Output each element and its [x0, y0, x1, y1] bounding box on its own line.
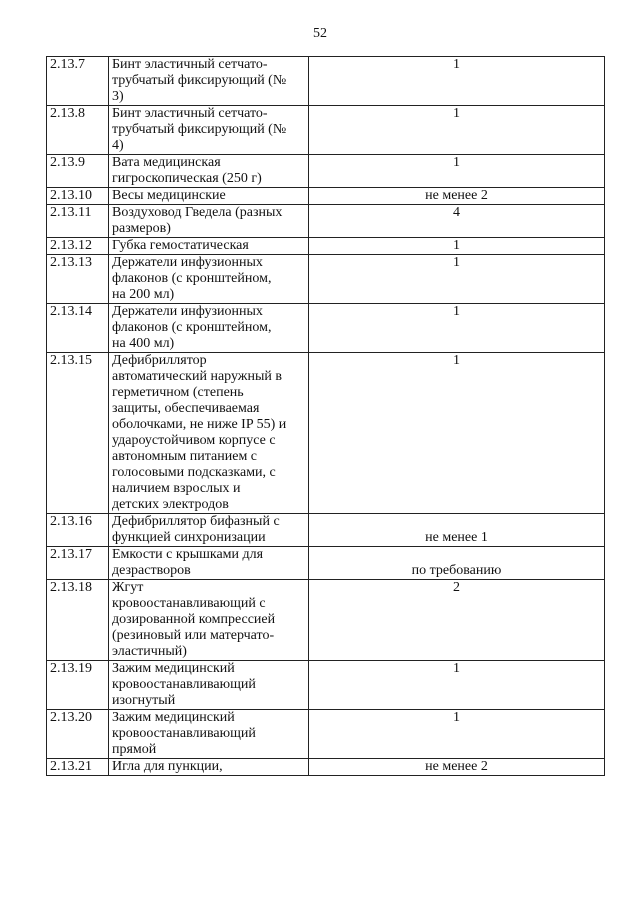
- item-name-line: Бинт эластичный сетчато-: [112, 106, 268, 121]
- item-name-line: герметичном (степень: [112, 385, 244, 400]
- item-quantity: 1: [309, 255, 605, 304]
- item-quantity: не менее 2: [309, 759, 605, 776]
- item-name-line: Держатели инфузионных: [112, 304, 263, 319]
- item-name-line: на 400 мл): [112, 336, 175, 351]
- item-name-line: прямой: [112, 742, 157, 757]
- item-name: [109, 514, 309, 547]
- item-name-line: Дефибриллятор бифазный с: [112, 514, 280, 529]
- table-row: [47, 514, 605, 547]
- item-name: [109, 57, 309, 106]
- item-name: [109, 205, 309, 238]
- item-name-line: защиты, обеспечиваемая: [112, 401, 260, 416]
- item-quantity: 1: [309, 155, 605, 188]
- item-quantity: 1: [309, 238, 605, 255]
- item-name-line: Дефибриллятор: [112, 353, 207, 368]
- equipment-table: [46, 56, 605, 776]
- item-name-line: эластичный): [112, 644, 187, 659]
- table-row: [47, 547, 605, 580]
- item-name: [109, 188, 309, 205]
- item-name-line: голосовыми подсказками, с: [112, 465, 276, 480]
- item-quantity: 1: [309, 106, 605, 155]
- item-name-line: удароустойчивом корпусе с: [112, 433, 276, 448]
- item-name-line: дозированной компрессией: [112, 612, 276, 627]
- table-row: [47, 759, 605, 776]
- item-name-line: наличием взрослых и: [112, 481, 241, 496]
- item-number: 2.13.11: [47, 205, 109, 238]
- item-number: 2.13.18: [47, 580, 109, 661]
- item-name: [109, 710, 309, 759]
- item-number: 2.13.10: [47, 188, 109, 205]
- item-quantity: 1: [309, 353, 605, 514]
- item-name-line: Игла для пункции,: [112, 759, 223, 774]
- item-name-line: Емкости с крышками для: [112, 547, 264, 562]
- item-name-line: Зажим медицинский: [112, 710, 235, 725]
- table-row: [47, 106, 605, 155]
- table-row: [47, 353, 605, 514]
- item-name: [109, 155, 309, 188]
- item-number: 2.13.21: [47, 759, 109, 776]
- item-name-line: кровоостанавливающий: [112, 677, 256, 692]
- item-number: 2.13.15: [47, 353, 109, 514]
- item-name-line: на 200 мл): [112, 287, 175, 302]
- item-quantity: по требованию: [309, 547, 605, 580]
- item-name-line: трубчатый фиксирующий (№: [112, 73, 287, 88]
- item-name: [109, 580, 309, 661]
- item-number: 2.13.13: [47, 255, 109, 304]
- item-quantity: 4: [309, 205, 605, 238]
- item-number: 2.13.14: [47, 304, 109, 353]
- item-name-line: Жгут: [112, 580, 144, 595]
- item-name-line: Держатели инфузионных: [112, 255, 263, 270]
- table-row: [47, 57, 605, 106]
- item-name: [109, 304, 309, 353]
- item-quantity: 1: [309, 710, 605, 759]
- item-name-line: изогнутый: [112, 693, 176, 708]
- item-name-line: детских электродов: [112, 497, 229, 512]
- item-name-line: Бинт эластичный сетчато-: [112, 57, 268, 72]
- item-name-line: функцией синхронизации: [112, 530, 266, 545]
- item-name-line: трубчатый фиксирующий (№: [112, 122, 287, 137]
- item-name-line: кровоостанавливающий: [112, 726, 256, 741]
- table-row: [47, 661, 605, 710]
- item-name-line: Воздуховод Гведела (разных: [112, 205, 283, 220]
- table-row: [47, 205, 605, 238]
- item-name-line: дезрастворов: [112, 563, 191, 578]
- table-row: [47, 710, 605, 759]
- item-name: [109, 238, 309, 255]
- item-name-line: Весы медицинские: [112, 188, 226, 203]
- item-name-line: Вата медицинская: [112, 155, 221, 170]
- item-name-line: (резиновый или матерчато-: [112, 628, 275, 643]
- item-name: [109, 353, 309, 514]
- item-number: 2.13.17: [47, 547, 109, 580]
- item-name-line: 3): [112, 89, 124, 104]
- item-number: 2.13.20: [47, 710, 109, 759]
- item-name: [109, 106, 309, 155]
- item-number: 2.13.9: [47, 155, 109, 188]
- item-number: 2.13.8: [47, 106, 109, 155]
- item-name-line: размеров): [112, 221, 171, 236]
- item-name-line: кровоостанавливающий с: [112, 596, 266, 611]
- equipment-table-body: [47, 57, 605, 776]
- item-name-line: 4): [112, 138, 124, 153]
- item-name-line: флаконов (с кронштейном,: [112, 320, 272, 335]
- item-name-line: Зажим медицинский: [112, 661, 235, 676]
- item-name-line: автоматический наружный в: [112, 369, 282, 384]
- item-name: [109, 661, 309, 710]
- table-row: [47, 238, 605, 255]
- item-quantity: 2: [309, 580, 605, 661]
- item-name: [109, 255, 309, 304]
- item-quantity: не менее 2: [309, 188, 605, 205]
- table-row: [47, 155, 605, 188]
- item-quantity: 1: [309, 304, 605, 353]
- table-row: [47, 188, 605, 205]
- item-quantity: 1: [309, 661, 605, 710]
- table-row: [47, 580, 605, 661]
- item-number: 2.13.7: [47, 57, 109, 106]
- item-name: [109, 547, 309, 580]
- item-number: 2.13.12: [47, 238, 109, 255]
- item-name-line: гигроскопическая (250 г): [112, 171, 262, 186]
- item-name-line: Губка гемостатическая: [112, 238, 249, 253]
- item-name-line: автономным питанием с: [112, 449, 258, 464]
- item-quantity: не менее 1: [309, 514, 605, 547]
- item-number: 2.13.19: [47, 661, 109, 710]
- item-name: [109, 759, 309, 776]
- item-name-line: оболочками, не ниже IP 55) и: [112, 417, 287, 432]
- item-quantity: 1: [309, 57, 605, 106]
- page-number: 52: [313, 26, 327, 41]
- table-row: [47, 304, 605, 353]
- table-row: [47, 255, 605, 304]
- item-name-line: флаконов (с кронштейном,: [112, 271, 272, 286]
- item-number: 2.13.16: [47, 514, 109, 547]
